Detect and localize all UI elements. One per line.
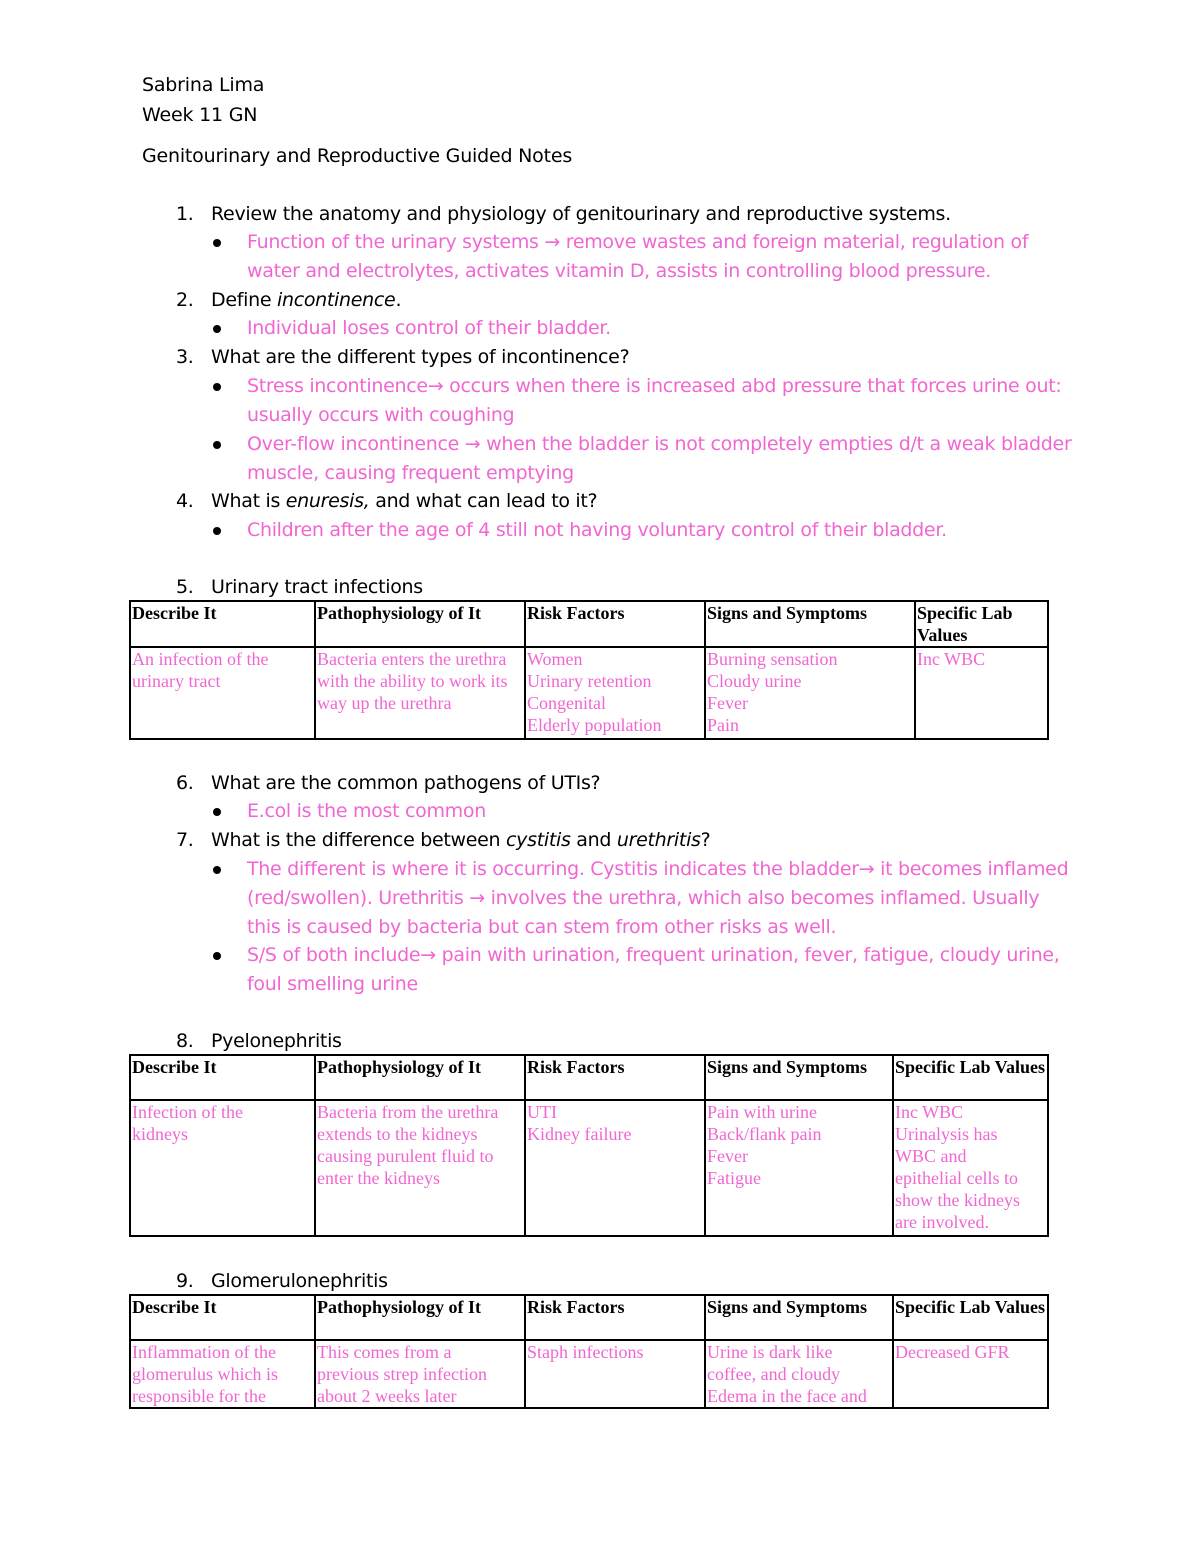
question-7: 7. What is the difference between cystitis and urethritis? — [176, 829, 711, 851]
answer-7-2: S/S of both include→ pain with urination, frequent urination, fever, fatigue, cloudy urine, foul smelling urine — [247, 941, 1077, 999]
answer-3-2: Over-flow incontinence → when the bladder is not completely empties d/t a weak bladder muscle, causing frequent emptying — [247, 430, 1077, 488]
week-label: Week 11 GN — [142, 104, 258, 126]
header-pathophysiology: Pathophysiology of It — [315, 601, 525, 647]
uti-risk-factors: Women Urinary retention Congenital Elderly population — [525, 647, 705, 739]
glomerulo-describe: Inflammation of the glomerulus which is responsible for the — [130, 1340, 315, 1408]
pyelo-signs-symptoms: Pain with urine Back/flank pain Fever Fatigue — [705, 1100, 893, 1236]
header-lab-values: Specific Lab Values — [893, 1295, 1048, 1340]
question-1-text: Review the anatomy and physiology of genitourinary and reproductive systems. — [211, 203, 951, 225]
table-header-row — [130, 601, 1048, 647]
header-risk-factors: Risk Factors — [525, 1295, 705, 1340]
header-pathophysiology: Pathophysiology of It — [315, 1055, 525, 1100]
question-3-text: What are the different types of incontinence? — [211, 346, 630, 368]
uti-pathophysiology: Bacteria enters the urethra with the ability to work its way up the urethra — [315, 647, 525, 739]
answer-7-1: The different is where it is occurring. Cystitis indicates the bladder→ it becomes inflamed (red/swollen). Urethritis → involves the urethra, which also becomes inflamed. Usually this is caused by bacteria but can stem from other risks as well. — [247, 855, 1077, 942]
header-risk-factors: Risk Factors — [525, 1055, 705, 1100]
question-6: 6. What are the common pathogens of UTIs? — [176, 772, 601, 794]
question-3: 3. What are the different types of incontinence? — [176, 346, 630, 368]
question-1: 1. Review the anatomy and physiology of genitourinary and reproductive systems. — [176, 203, 951, 225]
uti-describe: An infection of the urinary tract — [130, 647, 315, 739]
table-row — [130, 647, 1048, 739]
table-header-row — [130, 1295, 1048, 1340]
term-enuresis: enuresis, — [285, 490, 370, 512]
question-2: 2. Define incontinence. — [176, 289, 402, 311]
glomerulo-risk-factors: Staph infections — [525, 1340, 705, 1408]
header-risk-factors: Risk Factors — [525, 601, 705, 647]
table-row — [130, 1100, 1048, 1236]
glomerulo-pathophysiology: This comes from a previous strep infection about 2 weeks later — [315, 1340, 525, 1408]
answer-1-1: Function of the urinary systems → remove wastes and foreign material, regulation of water and electrolytes, activates vitamin D, assists in controlling blood pressure. — [247, 228, 1077, 286]
pyelo-risk-factors: UTI Kidney failure — [525, 1100, 705, 1236]
question-8-text: Pyelonephritis — [211, 1030, 342, 1052]
table-row — [130, 1340, 1048, 1408]
answer-3-1: Stress incontinence→ occurs when there is increased abd pressure that forces urine out: usually occurs with coughing — [247, 372, 1077, 430]
pyelo-lab-values: Inc WBC Urinalysis has WBC and epithelial cells to show the kidneys are involved. — [893, 1100, 1048, 1236]
question-5-text: Urinary tract infections — [211, 576, 423, 598]
question-4: 4. What is enuresis, and what can lead to it? — [176, 490, 598, 512]
pyelo-describe: Infection of the kidneys — [130, 1100, 315, 1236]
answer-4-1: Children after the age of 4 still not having voluntary control of their bladder. — [247, 516, 1077, 545]
uti-lab-values: Inc WBC — [915, 647, 1048, 739]
header-describe: Describe It — [130, 1055, 315, 1100]
question-6-text: What are the common pathogens of UTIs? — [211, 772, 601, 794]
document-title: Genitourinary and Reproductive Guided Notes — [142, 145, 573, 167]
uti-signs-symptoms: Burning sensation Cloudy urine Fever Pain — [705, 647, 915, 739]
header-lab-values: Specific Lab Values — [893, 1055, 1048, 1100]
header-describe: Describe It — [130, 601, 315, 647]
uti-table — [129, 600, 1049, 740]
pyelonephritis-table — [129, 1054, 1049, 1237]
header-pathophysiology: Pathophysiology of It — [315, 1295, 525, 1340]
glomerulo-lab-values: Decreased GFR — [893, 1340, 1048, 1408]
answer-6-1: E.col is the most common — [247, 797, 1077, 826]
table-header-row — [130, 1055, 1048, 1100]
term-incontinence: incontinence — [276, 289, 396, 311]
term-cystitis: cystitis — [506, 829, 571, 851]
answer-2-1: Individual loses control of their bladder. — [247, 314, 1077, 343]
question-9: 9. Glomerulonephritis — [176, 1270, 388, 1292]
header-signs-symptoms: Signs and Symptoms — [705, 1295, 893, 1340]
question-9-text: Glomerulonephritis — [211, 1270, 388, 1292]
question-8: 8. Pyelonephritis — [176, 1030, 342, 1052]
glomerulonephritis-table — [129, 1294, 1049, 1409]
glomerulo-signs-symptoms: Urine is dark like coffee, and cloudy Edema in the face and — [705, 1340, 893, 1408]
header-signs-symptoms: Signs and Symptoms — [705, 601, 915, 647]
question-5: 5. Urinary tract infections — [176, 576, 423, 598]
header-lab-values: Specific Lab Values — [915, 601, 1048, 647]
pyelo-pathophysiology: Bacteria from the urethra extends to the kidneys causing purulent fluid to enter the kidneys — [315, 1100, 525, 1236]
author-name: Sabrina Lima — [142, 74, 265, 96]
header-describe: Describe It — [130, 1295, 315, 1340]
term-urethritis: urethritis — [616, 829, 701, 851]
header-signs-symptoms: Signs and Symptoms — [705, 1055, 893, 1100]
